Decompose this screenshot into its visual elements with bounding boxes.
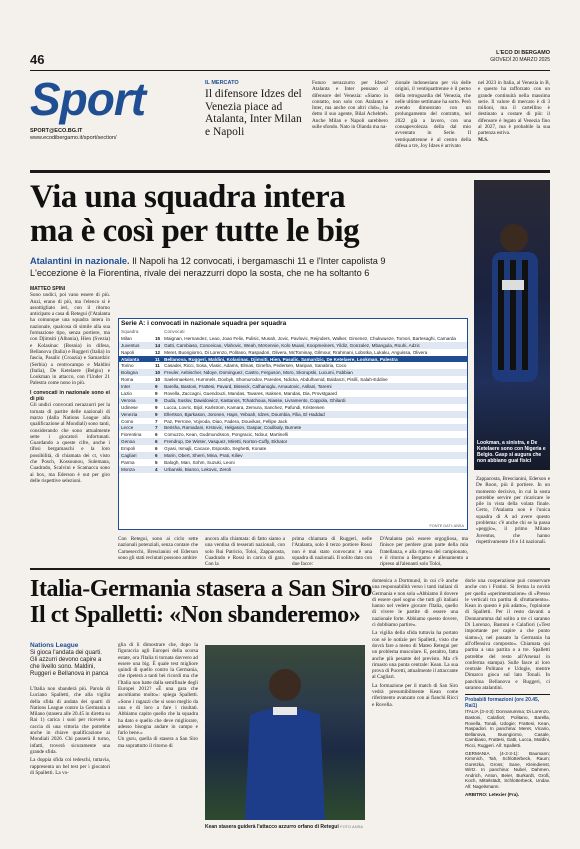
referee: ARBITRO: Letexier (Fra). [465,791,520,797]
second-headline-line1: Italia-Germania stasera a San Siro [30,576,372,602]
page-number: 46 [30,52,45,67]
table-cell-count: 9 [155,390,158,396]
table-cell-count: 11 [155,363,160,369]
main-headline-line2: ma è così per tutte le big [30,213,360,249]
table-cell-count: 9 [153,397,162,404]
table-cell-players: Rovella, Zaccagni, Guendouzi, Mandas, Tavares, Isaksen, Mandas, Dia, Provstgaard [164,390,337,396]
table-cell-team: Lecce [119,424,153,431]
table-cell-count: 12 [155,349,161,355]
main-body1: Sono undici, poi vano essere di più. Anzi, erano di più, ma l'elenco si è assottigliato ieri, con il ritorno anticipato a casa di Retegui (l'Atalanta ha comunque una squadra intera in nazionale, qualcosa di simile alla sua formazione tipo, senza portiere, ma con Djimsiti (Albania), Hien (Svezia) e Kolasinac (Bosnia) in difesa, Bellanova (Italia) e Ruggeri (Italia) in fascia, Pasalic (Croazia) e Samardzic (Serbia) a centrocampo e Maldini (Italia), De Ketelaere (Belgio) e Lookman in attacco, con l'Under 21 Palestra come nono in più. [30,292,111,387]
main-col4: prima chiamata di Ruggeri, nelle l'Atalanta, solo il terzo portiere Rossi non è mai stato convocato: è una squadra di nazionali. Il solito dato con due facce: [292,536,372,568]
table-cell-team: Bologna [119,369,153,376]
second-kicker: Nations League [30,642,79,649]
main-deck-bold: Atalantini in nazionale. [30,256,130,266]
table-cell-team: Atalanta [119,356,153,363]
lineups-box [465,694,550,796]
table-cell-team: Juventus [119,342,153,349]
table-cell-team: Napoli [121,349,135,355]
table-cell-players: Gatti, Cambiaso, Conceicao, Vlahovic, Weah, McKennie, Kolo Muani, Koopmeiners, Yildiz, Gonzalez, Mbangula, Rouhi, Adzic [162,342,467,349]
table-row [119,383,467,390]
player-silhouette-icon [205,645,365,820]
table-cell-count: 11 [153,356,162,363]
table-cell-count: 10 [155,370,161,376]
table-cell-team: Parma [121,459,135,465]
table-cell-players: Urbanski, Bianco, Lekovic, Zeroli [162,466,467,473]
table-row [119,397,467,404]
table-row [119,362,467,369]
table-header-team: Squadra [119,328,153,335]
table-cell-count: 10 [155,377,161,383]
lineup-italy: ITALIA (3-4-3): Donnarumma; Di Lorenzo, Bastoni, Calafiori; Politano, Barella, Rovella, Tonali, Udogie; Frattesi, Kean, Raspadori. In panchina: Meret, Vicario, Bellanova, Buongiorno, Casale, Cambiaso, Frattesi, Gatti, Lucca, Maldini, Ricci, Ruggeri. All: Spalletti. [465,709,550,748]
table-cell-players: Gyasi, Ismajli, Cacace, Esposito, Seghetti, Konate [164,446,267,452]
main-deck [30,256,470,279]
main-headline [30,180,470,248]
table-row [119,466,467,473]
table-cell-team: Milan [121,335,132,341]
table-row [119,390,467,397]
table-row [119,369,467,376]
section-email[interactable]: SPORT@ECO.BG.IT [30,128,83,134]
table-row [119,404,467,411]
lookman-photo [474,180,550,470]
table-row [119,335,467,342]
table-cell-team: Inter [119,383,153,390]
second-body1: L'Italia non sbanderà più. Parola di Luciano Spalletti, che alla vigilia della sfida di andata dei quarti di Nations League contro la Germania a Milano (stasera alle 20.45 in diretta su Rai 1) carica i suoi per ricevere a caccia di una vittoria che potrebbe anche in chiave qualificazione ai Mondiali 2026. Chi passerà il turno, infatti, troverà sicuramente una grande sfida. [30,686,110,755]
table-cell-players: Lucca, Lovric, Bijol, Karlstrom, Kamara, Zemura, Sanchez, Pafundi, Kristensen [164,404,325,410]
table-cell-players: Marin, Obert, Sherri, Mina, Prati, Kiliev [162,452,467,459]
table-cell-players: Paz, Perrone, Vojvoda, Diao, Fadera, Douvikas, Fellipe Jack [164,418,288,424]
main-col2: Con Retegui, sono ai ciclo sette nazionali potenziali, senza contare che Carnesecchi, Brescianini ed Ederson sono gli stati reclutati possono ambire [118,536,198,561]
mercato-story [205,80,305,138]
publication-name: L'ECO DI BERGAMO [496,50,550,56]
player-silhouette-icon [474,180,550,470]
table-cell-count: 9 [155,404,158,410]
table-cell-players: Berisha, Ramadani, Krstovic, Helgason, Gaspar, Coulibaly, Burnete [162,424,467,431]
table-row [119,438,467,445]
table-cell-count: 14 [155,342,161,348]
table-row [119,424,467,431]
second-col3 [372,578,458,708]
table-cell-players: Casadei, Ricci, Sosa, Vlasic, Adams, Elmas, Ginefra, Pedersen, Maripan, Sanabria, Coco [164,363,347,369]
table-cell-count: 7 [153,424,162,431]
table-cell-players: Frendrup, De Winter, Vasquez, Miretti, Norton-Cuffy, Ekhator [162,438,467,445]
masthead-rule [30,170,550,173]
photo2-caption-box [205,824,365,830]
second-headline-line2: Il ct Spalletti: «Non sbanderemo» [30,602,361,628]
main-col6: Zappacosta, Brescianini, Ederson e De Roon, più il portiere. In un momento decisivo, in cui la sosta potrebbe servire per ricaricare le pile in vista della volata finale. Certo, l'Atalanta non è l'unica squadra di A ad avere questo problema: c'è anche chi se la passa «peggio», il primo Milano Juventus, che hanno rispettivamente 16 e 14 nazionali. [476,476,550,545]
main-author: MATTEO SPINI [30,286,66,292]
main-deck-line2: L'eccezione è la Fiorentina, rivale dei nerazzurri dopo la sosta, che ne ha soltanto 6 [30,267,370,278]
second-body2: glia di li dimostrare che, dopo la figuraccia agli Europei della scorsa estate, ora l'Italia ti tornata davvero ad essere una big. È quale test migliore quindi di quello contro la Germania, che ripeterà a tanti bei ricordi ma che l'Italia non batte dalla semifinale degli Europei 2012? «È una gara che ascoltiamo molto»: spiega Spalletti. «Sono i ragazzi che si sono meglio da una e di loro a fare i risultati. Abbiamo capito quello che la squadra ha dato e quello che deve migliorare, adesso bisogna andare in campo e farlo bene.» [118,642,198,737]
table-cell-count: 7 [155,418,158,424]
section-title: Sport [30,73,146,125]
second-deck: Si gioca l'andata dei quarti. Gli azzurri devono capire a che livello sono. Maldini, Ruggeri e Bellanova in panca [30,650,109,677]
photo2-credit: FOTO ANSA [340,824,363,829]
table-row [119,411,467,418]
lineups-title: Probabili formazioni (ore 20.45, Rai1) [465,697,540,710]
photo2-caption: Kean stasera guiderà l'attacco azzurro orfano di Retegui [205,824,339,830]
main-body2: Gli undici convocati nerazzurri per la tornata di partite delle nazionali di marzo (dalla Nations League alla qualificazione al Mondiali) sono tanti, considerando che sono attualmente sette i giocatori infortunati. Guardando a queste cifre, anche i tifosi bergamaschi e la loro possibilità, di chiamata dei ct, visto che Posch, Kossounou, Sulemana, Cuadrado, Scalvini e Scamacca sono ai box, ma Ederson è out per giro delle rispettive selezioni. [30,402,110,484]
publication-info [490,50,550,64]
table-row [119,342,467,349]
main-subhead: I convocati in nazionale sono ei di più [30,389,110,403]
convocati-table-title: Serie A: i convocati in nazionale squadra per squadra [121,320,287,327]
second-body3b: La vigilia della sfida tuttavia ha portato con sé le notizie per Spalletti, visto che dovrà fare a meno di Mateo Retegui per un problema muscolare. E, peraltro, fatta anche più pesante del previsto. Ma c'è rimasto una punta centrale: Kean. La sua prova di Pucetti, attualmente il attaccante al Cagliari. [372,630,458,681]
table-row [119,431,467,438]
header-rule [30,70,550,71]
second-body3: domenica a Dortmund, in cui c'è anche una responsabilità verso i tanti italiani di Germania e non sola «Abbiamo il dovere di essere quel sogno che tutti gli italiani hanno nel vedere giocare l'Italia, quello di vivere le partite di essere una nazionale forte. Abbiamo questo dovere, ci dobbiamo partire». [372,578,458,629]
main-col5: D'Atalanta può essere orgogliosa, ma finisce per perdere gran parte della mia fratellanza, e alla ripresa del campionato, e il ritorno a Bergamo e allenamento a ripreso all'alenanti solo Toloi, [380,536,468,568]
table-cell-team: Empoli [121,446,136,452]
second-body1b: La doppia sfida coi tedeschi, tuttavia, rappresenta un bel test per i giocatori di Spalletti. La vo- [30,757,110,776]
table-header-players: Convocati [162,328,467,335]
second-body2b: Un guru, quella di stasera a San Siro ma soprattutto il ritorno di [118,736,198,749]
table-cell-players: Comuzzo, Kean, Gudmundsson, Pongracic, Ndour, Martinelli [164,432,288,438]
main-col1 [30,286,110,484]
table-row [119,459,467,466]
main-col3: ancora alla chiamata: di fatto siamo a una ventina di tesserati nazionali, con solo Rui Patricio, Toloi, Zappacosta, Cuadrado e Rossi in carica di gara. Con la [205,536,285,568]
table-cell-players: Saelemaekers, Hummels, Dovbyk, Shomurodov, Paredes, Ndicka, Abdulhamid, Baldanzi, Pisilli, Salah-Eddine [164,377,388,383]
second-col4 [465,578,550,797]
table-row [119,376,467,383]
mercato-col3-text: nel 2023 in Italia, al Venezia in B, e questo ha rafforzato con un grande continuità nella massima serie. Il valore di mercato è di 3 milioni, ma il cartellino è destinato a costare di più: il difensore è legato al Venezia fino al 2027, ma è probabile la sua partenza estiva. [478,80,550,137]
table-source: FONTE DATI: ANSA [429,524,464,528]
main-deck-text: Il Napoli ha 12 convocati, i bergamaschi 11 e l'Inter capolista 9 [132,256,386,266]
table-cell-count: 6 [155,446,158,452]
table-cell-team: Verona [119,397,153,404]
table-cell-count: 6 [153,438,162,445]
table-cell-players: Duda, Suslov, Dawidowicz, Kastanos, Tchatchoua, Niasse, Livramento, Coppola, Ghilardi [162,397,467,404]
table-cell-count: 5 [155,459,158,465]
convocati-table [119,328,467,473]
table-cell-count: 9 [153,411,162,418]
section-url[interactable]: www.ecodibergamo.it/sport/section/ [30,135,117,141]
convocati-table-box [118,318,468,530]
table-row [119,349,467,356]
table-cell-team: Venezia [119,411,153,418]
mercato-col3 [478,80,550,143]
table-cell-team: Udinese [121,404,138,410]
publication-date: GIOVEDÌ 20 MARZO 2025 [490,57,550,63]
table-cell-players: Meret, Buongiorno, Di Lorenzo, Politano, Raspadori, Olivera, McTominay, Gilmour, Rrahmani, Lobotka, Lukaku, Anguissa, Olivera [164,349,428,355]
section-rule [30,568,550,570]
table-cell-team: Cagliari [119,452,153,459]
table-cell-players: Maignan, Hernandez, Leao, Joao Felix, Pulisic, Musah, Jovic, Pavlovic, Reijnders, Walker, Gimenez, Chukwueze, Tomori, Bartesaghi, Camarda [164,335,456,341]
section-contact [30,128,117,142]
table-cell-team: Monza [119,466,153,473]
second-body3c: La formazione per il match di San Siro vedrà presumibilmente Kean come riferimento avanzato con ai fianchi Ricci e Rovella. [372,682,458,708]
table-row [119,356,467,363]
table-cell-players: Freuler, Aebischer, Ndoye, Dominguez, Castro, Ferguson, Moro, Skorupski, Lucumi, Fabbian [162,369,467,376]
table-cell-players: Bellanova, Ruggeri, Maldini, Kolasinac, Djimsiti, Hien, Pasalic, Samardzic, De Ketelaere, Lookman, Palestra [162,356,467,363]
kean-photo [205,645,365,820]
photo1-caption: Lookman, a sinistra, e De Ketelaere sono con Nigeria e Belgio. Gasp si augura che non abbiano guai fisici [477,440,546,464]
table-row [119,418,467,425]
mercato-col2: zionale indonesiano per via delle origini, il ventiquattrenne è il perno della retroguardia del Venezia, che nelle ultime settimane ha sorto. Però avendo dimostrato con un prolungamento del contratto, nel 2022 già a lavoro, con una consapevolezza della dal mio avventato in Serie. Il ventiquattrenne è al centro della difesa a tre, Joy Idzes è arrivato [395,80,471,149]
second-col2 [118,642,198,749]
main-headline-line1: Via una squadra intera [30,179,346,215]
table-row [119,445,467,452]
second-body4: dorie una cooperazione può conservare anche con i Fratini. Si ferma la novità per quella «sperimentazione» di «Presso le verticali tra partita di sfruttamento». Kean in questo è più adatto», l'opinione di Spalletti. Per il resto davanti a Donnarumma dal solito a tre ci saranno Di Lorenzo, Bastoni e Calafiori («Test importante per capire a che punto siamo»), nel passato la Germania ha all'offensiva composto». Chiamata qui partita a una partita o a tre. Spalletti potrebbe del resto all'Arsenal in conferma stampa). Sulle fasce al loro centrale Politano e Udogie, mentre Dimarco gioca sul lato Tonali. In panchina Bellanova e Ruggeri, ci saranno atalantini. [465,578,550,692]
table-cell-count: 6 [155,432,158,438]
mercato-kicker: IL MERCATO [205,80,239,86]
table-row [119,452,467,459]
table-cell-players: Barella, Bastoni, Frattesi, Pavard, Bisseck, Calhanoglu, Arnautovic, Asllani, Taremi [162,383,467,390]
table-cell-team: Como [121,418,134,424]
table-cell-count: 6 [153,452,162,459]
lineup-germany: GERMANIA (4-2-3-1): Baumann; Kimmich, Tah, Schlotterbeck, Raum; Goretzka, Gross; Sane, Kleindienst, Wirtz. In panchina: Nubel, Dahmen, Andrich, Anton, Beier, Burkardt, Groß, Koch, Mittelstädt, Schlotterbeck, Undav. All: Nagelsmann. [465,750,550,790]
table-cell-count: 15 [155,335,161,341]
table-cell-team: Lazio [121,390,132,396]
table-cell-team: Fiorentina [121,432,142,438]
mercato-byline: M.S. [478,136,489,143]
table-cell-players: Ellertson, Bjarkason, Joronen, Haps, Yeboah, Idzes, Doumbia, Filia, El Haddad [162,411,467,418]
table-cell-team: Torino [121,363,134,369]
table-cell-players: Balogh, Man, Sohm, Suzuki, Leoni [164,459,235,465]
table-cell-count: 4 [153,466,162,473]
table-cell-team: Genoa [119,438,153,445]
mercato-col1: Futuro nerazzurro per Idzes? Atalanta e Inter pensano al difensore del Venezia: «Siamo in contatto, non solo con Atalanta e Inter, ma anche con altri club», ha detto il suo agente, Bilal Achehteh. Anche Milan e Napoli sarebbero sulle sfondo. Nato in Olanda ma na- [312,80,388,131]
mercato-title: Il difensore Idzes del Venezia piace ad Atalanta, Inter Milan e Napoli [205,88,302,138]
table-cell-team: Roma [121,377,134,383]
table-cell-count: 9 [153,383,162,390]
second-col1 [30,642,110,776]
